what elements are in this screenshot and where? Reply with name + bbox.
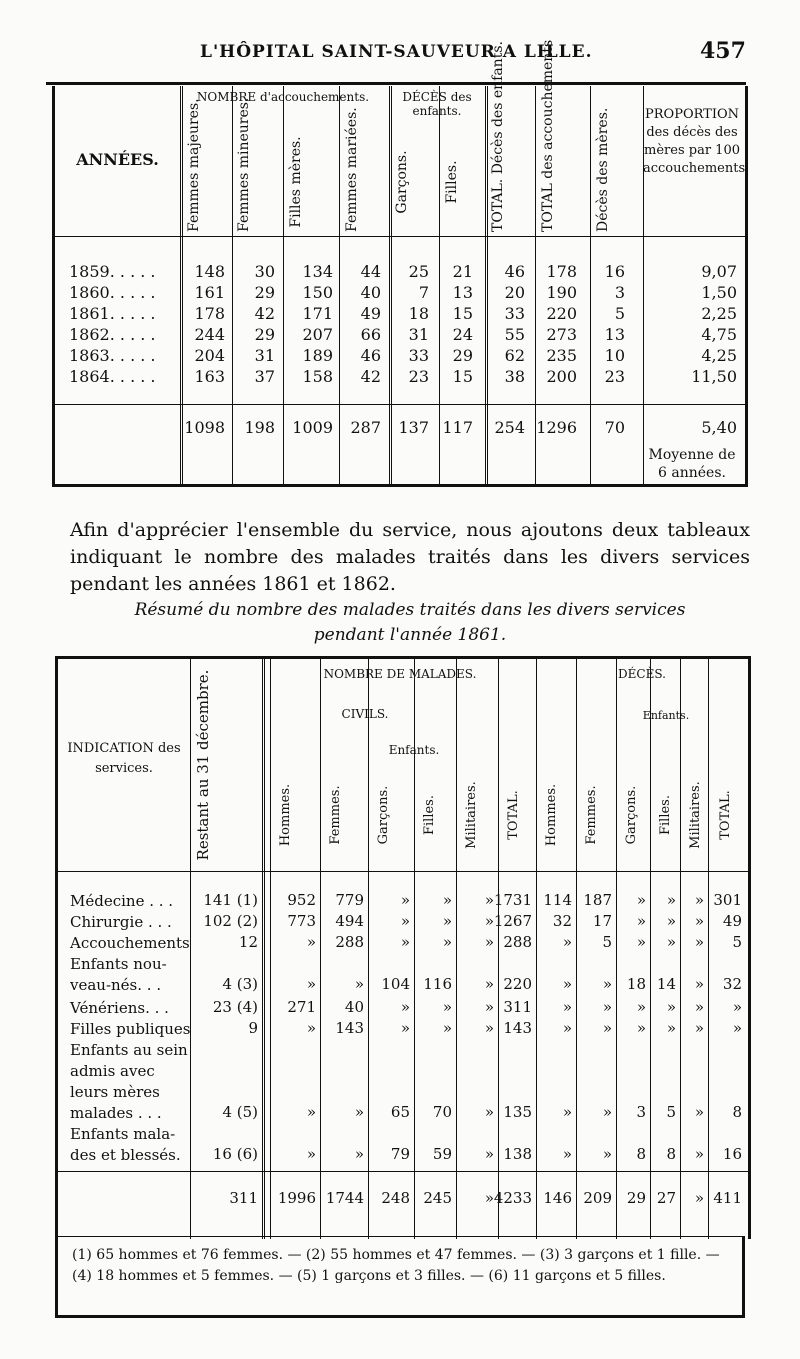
total-cell: 70 bbox=[604, 418, 625, 437]
data-cell: » bbox=[484, 1019, 494, 1037]
data-cell: » bbox=[694, 998, 704, 1016]
data-cell: » bbox=[562, 998, 572, 1016]
total-cell: 248 bbox=[381, 1189, 410, 1207]
data-cell: 37 bbox=[254, 367, 275, 386]
col-indication: INDICATION des services. bbox=[67, 741, 181, 776]
col-header: Filles. bbox=[422, 795, 437, 835]
data-cell: » bbox=[602, 975, 612, 993]
col-header: TOTAL. bbox=[506, 790, 521, 840]
table-caption: Résumé du nombre des malades traités dans les divers services pendant l'année 1861. bbox=[134, 600, 686, 645]
data-cell: 207 bbox=[302, 325, 333, 344]
col-header: Décès des mères. bbox=[595, 107, 611, 232]
data-cell: 171 bbox=[302, 304, 333, 323]
data-cell: » bbox=[400, 933, 410, 951]
data-cell: 66 bbox=[360, 325, 381, 344]
column-rule bbox=[190, 659, 191, 1239]
col-header: Militaires. bbox=[688, 781, 703, 849]
data-cell: 104 bbox=[381, 975, 410, 993]
data-cell: 1267 bbox=[493, 912, 532, 930]
group-deces-enfants: DÉCÈS des enfants. bbox=[402, 90, 472, 118]
data-cell: » bbox=[602, 998, 612, 1016]
data-cell: » bbox=[484, 1103, 494, 1121]
data-cell: » bbox=[354, 1103, 364, 1121]
data-cell: 3 bbox=[636, 1103, 646, 1121]
service-label: Enfants au sein bbox=[70, 1041, 188, 1059]
top-rule bbox=[46, 82, 746, 85]
data-cell: » bbox=[694, 1145, 704, 1163]
data-cell: 2,25 bbox=[701, 304, 737, 323]
data-cell: » bbox=[602, 1019, 612, 1037]
total-cell: 29 bbox=[626, 1189, 646, 1207]
data-cell: 8 bbox=[666, 1145, 676, 1163]
col-header: TOTAL. bbox=[718, 790, 733, 840]
data-cell: 9,07 bbox=[701, 262, 737, 281]
data-cell: 220 bbox=[503, 975, 532, 993]
data-cell: 143 bbox=[503, 1019, 532, 1037]
data-cell: 16 bbox=[722, 1145, 742, 1163]
data-cell: 20 bbox=[504, 283, 525, 302]
data-cell: 161 bbox=[194, 283, 225, 302]
data-cell: » bbox=[400, 912, 410, 930]
data-cell: 141 (1) bbox=[203, 891, 258, 909]
data-cell: 273 bbox=[546, 325, 577, 344]
data-cell: » bbox=[400, 998, 410, 1016]
data-cell: » bbox=[732, 998, 742, 1016]
data-cell: 32 bbox=[552, 912, 572, 930]
data-cell: » bbox=[636, 933, 646, 951]
group-enfants: Enfants. bbox=[388, 743, 440, 757]
col-restant: Restant au 31 décembre. bbox=[194, 669, 212, 861]
data-cell: 134 bbox=[302, 262, 333, 281]
group-nombre: NOMBRE DE MALADES. bbox=[323, 667, 477, 681]
total-cell: 411 bbox=[713, 1189, 742, 1207]
data-cell: » bbox=[484, 998, 494, 1016]
data-cell: » bbox=[666, 998, 676, 1016]
data-cell: 24 bbox=[452, 325, 473, 344]
data-cell: » bbox=[562, 1103, 572, 1121]
data-cell: 200 bbox=[546, 367, 577, 386]
data-cell: 4 (5) bbox=[222, 1103, 258, 1121]
total-cell: 198 bbox=[244, 418, 275, 437]
data-cell: 16 (6) bbox=[212, 1145, 258, 1163]
data-cell: » bbox=[306, 933, 316, 951]
data-cell: 5 bbox=[732, 933, 742, 951]
data-cell: » bbox=[636, 891, 646, 909]
total-cell: 254 bbox=[494, 418, 525, 437]
data-cell: » bbox=[602, 1103, 612, 1121]
data-cell: 178 bbox=[194, 304, 225, 323]
running-title: L'HÔPITAL SAINT-SAUVEUR A LILLE. bbox=[200, 42, 593, 62]
total-cell: 245 bbox=[423, 1189, 452, 1207]
service-label: Accouchements bbox=[70, 934, 190, 952]
total-cell: 4233 bbox=[493, 1189, 532, 1207]
data-cell: 21 bbox=[452, 262, 473, 281]
data-cell: 70 bbox=[432, 1103, 452, 1121]
data-cell: 135 bbox=[503, 1103, 532, 1121]
service-label: malades . . . bbox=[70, 1104, 162, 1122]
col-header: Femmes mariées. bbox=[344, 107, 360, 232]
data-cell: 25 bbox=[408, 262, 429, 281]
intro-paragraph: Afin d'apprécier l'ensemble du service, nous ajoutons deux tableaux indiquant le nombre des malades traités dans les divers services pendant les années 1861 et 1862. bbox=[70, 519, 750, 595]
group-accouchements: NOMBRE d'accouchements. bbox=[196, 90, 370, 104]
data-cell: » bbox=[442, 933, 452, 951]
data-cell: 220 bbox=[546, 304, 577, 323]
data-cell: » bbox=[694, 975, 704, 993]
data-cell: 32 bbox=[722, 975, 742, 993]
data-cell: 38 bbox=[504, 367, 525, 386]
data-cell: 46 bbox=[504, 262, 525, 281]
data-cell: » bbox=[562, 933, 572, 951]
service-label: leurs mères bbox=[70, 1083, 160, 1101]
data-cell: » bbox=[484, 933, 494, 951]
year-label: 1859. . . . . bbox=[69, 262, 156, 281]
page-number: 457 bbox=[700, 38, 746, 64]
data-cell: » bbox=[666, 912, 676, 930]
data-cell: 49 bbox=[722, 912, 742, 930]
total-cell: 5,40 bbox=[701, 418, 737, 437]
data-cell: » bbox=[694, 1019, 704, 1037]
total-cell: 1744 bbox=[325, 1189, 364, 1207]
col-header: Femmes. bbox=[328, 785, 343, 845]
data-cell: 65 bbox=[390, 1103, 410, 1121]
data-cell: » bbox=[442, 912, 452, 930]
data-cell: » bbox=[694, 912, 704, 930]
data-cell: » bbox=[732, 1019, 742, 1037]
data-cell: 163 bbox=[194, 367, 225, 386]
data-cell: 15 bbox=[452, 304, 473, 323]
data-cell: 158 bbox=[302, 367, 333, 386]
data-cell: 8 bbox=[732, 1103, 742, 1121]
col-header: Garçons. bbox=[394, 150, 410, 214]
data-cell: 18 bbox=[408, 304, 429, 323]
data-cell: 12 bbox=[238, 933, 258, 951]
data-cell: 271 bbox=[287, 998, 316, 1016]
col-header: Femmes majeures. bbox=[186, 98, 202, 232]
col-header: Hommes. bbox=[544, 783, 559, 847]
data-cell: » bbox=[636, 1019, 646, 1037]
data-cell: 33 bbox=[504, 304, 525, 323]
service-label: Enfants mala- bbox=[70, 1125, 176, 1143]
data-cell: 190 bbox=[546, 283, 577, 302]
data-cell: » bbox=[400, 891, 410, 909]
data-cell: 29 bbox=[452, 346, 473, 365]
data-cell: 9 bbox=[248, 1019, 258, 1037]
service-label: Chirurgie . . . bbox=[70, 913, 172, 931]
data-cell: » bbox=[354, 1145, 364, 1163]
service-label: Enfants nou- bbox=[70, 955, 167, 973]
total-cell: 1098 bbox=[184, 418, 225, 437]
service-label: admis avec bbox=[70, 1062, 155, 1080]
col-header: Femmes. bbox=[584, 785, 599, 845]
total-cell: » bbox=[484, 1189, 494, 1207]
data-cell: 29 bbox=[254, 283, 275, 302]
data-cell: 59 bbox=[432, 1145, 452, 1163]
page-header bbox=[0, 36, 800, 66]
data-cell: 13 bbox=[452, 283, 473, 302]
group-enfants-deces: Enfants. bbox=[642, 709, 690, 722]
data-cell: » bbox=[562, 975, 572, 993]
data-cell: 7 bbox=[418, 283, 429, 302]
data-cell: » bbox=[484, 891, 494, 909]
data-cell: 79 bbox=[390, 1145, 410, 1163]
data-cell: 189 bbox=[302, 346, 333, 365]
data-cell: 23 bbox=[604, 367, 625, 386]
data-cell: 779 bbox=[335, 891, 364, 909]
data-cell: » bbox=[562, 1145, 572, 1163]
data-cell: » bbox=[484, 1145, 494, 1163]
col-annees: ANNÉES. bbox=[76, 150, 159, 169]
data-cell: 16 bbox=[604, 262, 625, 281]
data-cell: 40 bbox=[344, 998, 364, 1016]
data-cell: 31 bbox=[408, 325, 429, 344]
total-cell: 209 bbox=[583, 1189, 612, 1207]
data-cell: 13 bbox=[604, 325, 625, 344]
data-cell: » bbox=[666, 933, 676, 951]
data-cell: 3 bbox=[614, 283, 625, 302]
total-cell: » bbox=[694, 1189, 704, 1207]
data-cell: » bbox=[562, 1019, 572, 1037]
data-cell: 138 bbox=[503, 1145, 532, 1163]
data-cell: » bbox=[636, 912, 646, 930]
data-cell: 40 bbox=[360, 283, 381, 302]
data-cell: 17 bbox=[592, 912, 612, 930]
data-cell: 42 bbox=[254, 304, 275, 323]
data-cell: 29 bbox=[254, 325, 275, 344]
data-cell: » bbox=[442, 998, 452, 1016]
header-rule bbox=[58, 871, 748, 872]
total-cell: 146 bbox=[543, 1189, 572, 1207]
data-cell: 62 bbox=[504, 346, 525, 365]
col-header: TOTAL. Décès des enfants. bbox=[490, 41, 506, 232]
data-cell: 46 bbox=[360, 346, 381, 365]
year-label: 1863. . . . . bbox=[69, 346, 156, 365]
year-label: 1864. . . . . bbox=[69, 367, 156, 386]
col-header: Filles. bbox=[444, 160, 460, 204]
data-cell: 311 bbox=[503, 998, 532, 1016]
data-cell: 8 bbox=[636, 1145, 646, 1163]
data-cell: 42 bbox=[360, 367, 381, 386]
year-label: 1862. . . . . bbox=[69, 325, 156, 344]
data-cell: 23 bbox=[408, 367, 429, 386]
total-cell: 117 bbox=[442, 418, 473, 437]
data-cell: 49 bbox=[360, 304, 381, 323]
data-cell: 1,50 bbox=[701, 283, 737, 302]
data-cell: 301 bbox=[713, 891, 742, 909]
col-header: Filles. bbox=[658, 795, 673, 835]
total-cell: 1009 bbox=[292, 418, 333, 437]
data-cell: 10 bbox=[604, 346, 625, 365]
col-header: Hommes. bbox=[278, 783, 293, 847]
group-deces: DÉCÈS. bbox=[618, 667, 666, 681]
service-label: veau-nés. . . bbox=[70, 976, 162, 994]
total-cell: 1296 bbox=[536, 418, 577, 437]
col-header: Garçons. bbox=[624, 785, 639, 845]
header-rule bbox=[55, 236, 745, 237]
total-cell: 1996 bbox=[277, 1189, 316, 1207]
data-cell: 11,50 bbox=[691, 367, 737, 386]
total-rule bbox=[58, 1171, 748, 1172]
data-cell: » bbox=[306, 1019, 316, 1037]
data-cell: 952 bbox=[287, 891, 316, 909]
total-rule bbox=[55, 404, 745, 405]
data-cell: 55 bbox=[504, 325, 525, 344]
data-cell: 14 bbox=[656, 975, 676, 993]
data-cell: 244 bbox=[194, 325, 225, 344]
data-cell: » bbox=[666, 1019, 676, 1037]
data-cell: 114 bbox=[543, 891, 572, 909]
data-cell: 23 (4) bbox=[212, 998, 258, 1016]
data-cell: 116 bbox=[423, 975, 452, 993]
total-cell: 287 bbox=[350, 418, 381, 437]
col-header: Garçons. bbox=[376, 785, 391, 845]
data-cell: 30 bbox=[254, 262, 275, 281]
data-cell: » bbox=[400, 1019, 410, 1037]
col-header: Filles mères. bbox=[288, 136, 304, 228]
service-label: Médecine . . . bbox=[70, 892, 174, 910]
total-cell: 27 bbox=[656, 1189, 676, 1207]
data-cell: 4,25 bbox=[701, 346, 737, 365]
data-cell: » bbox=[694, 933, 704, 951]
col-header: TOTAL des accouchements bbox=[540, 39, 556, 232]
data-cell: 4,75 bbox=[701, 325, 737, 344]
data-cell: 288 bbox=[503, 933, 532, 951]
data-cell: 494 bbox=[335, 912, 364, 930]
data-cell: » bbox=[694, 1103, 704, 1121]
data-cell: » bbox=[694, 891, 704, 909]
footnote: (1) 65 hommes et 76 femmes. — (2) 55 hommes et 47 femmes. — (3) 3 garçons et 1 fille. — (4) 18 hommes et 5 femmes. — (5) 1 garçons et 3 filles. — (6) 11 garçons et 5 filles. bbox=[55, 1236, 745, 1318]
data-cell: » bbox=[306, 1145, 316, 1163]
data-cell: » bbox=[442, 1019, 452, 1037]
data-cell: » bbox=[484, 975, 494, 993]
data-cell: 102 (2) bbox=[203, 912, 258, 930]
col-proportion: PROPORTION des décès des mères par 100 accouchements. bbox=[643, 107, 750, 176]
year-label: 1861. . . . . bbox=[69, 304, 156, 323]
service-label: Filles publiques bbox=[70, 1020, 191, 1038]
data-cell: » bbox=[666, 891, 676, 909]
services-table bbox=[55, 656, 751, 1239]
data-cell: 178 bbox=[546, 262, 577, 281]
group-civils: CIVILS. bbox=[341, 707, 389, 721]
column-rule bbox=[643, 86, 644, 484]
data-cell: 4 (3) bbox=[222, 975, 258, 993]
data-cell: 5 bbox=[602, 933, 612, 951]
data-cell: 5 bbox=[614, 304, 625, 323]
service-label: Vénériens. . . bbox=[70, 999, 169, 1017]
data-cell: 288 bbox=[335, 933, 364, 951]
data-cell: 187 bbox=[583, 891, 612, 909]
data-cell: 5 bbox=[666, 1103, 676, 1121]
data-cell: » bbox=[602, 1145, 612, 1163]
data-cell: 773 bbox=[287, 912, 316, 930]
data-cell: 33 bbox=[408, 346, 429, 365]
data-cell: 204 bbox=[194, 346, 225, 365]
total-cell: 311 bbox=[229, 1189, 258, 1207]
service-label: des et blessés. bbox=[70, 1146, 181, 1164]
data-cell: 150 bbox=[302, 283, 333, 302]
data-cell: » bbox=[306, 1103, 316, 1121]
data-cell: 31 bbox=[254, 346, 275, 365]
data-cell: 15 bbox=[452, 367, 473, 386]
total-cell: 137 bbox=[398, 418, 429, 437]
data-cell: 18 bbox=[626, 975, 646, 993]
data-cell: » bbox=[636, 998, 646, 1016]
data-cell: » bbox=[306, 975, 316, 993]
col-header: Militaires. bbox=[464, 781, 479, 849]
data-cell: 235 bbox=[546, 346, 577, 365]
col-header: Femmes mineures. bbox=[236, 97, 252, 232]
data-cell: » bbox=[484, 912, 494, 930]
data-cell: 148 bbox=[194, 262, 225, 281]
data-cell: » bbox=[354, 975, 364, 993]
data-cell: 44 bbox=[360, 262, 381, 281]
moyenne-note: Moyenne de 6 années. bbox=[648, 447, 736, 481]
year-label: 1860. . . . . bbox=[69, 283, 156, 302]
data-cell: » bbox=[442, 891, 452, 909]
data-cell: 143 bbox=[335, 1019, 364, 1037]
data-cell: 1731 bbox=[493, 891, 532, 909]
